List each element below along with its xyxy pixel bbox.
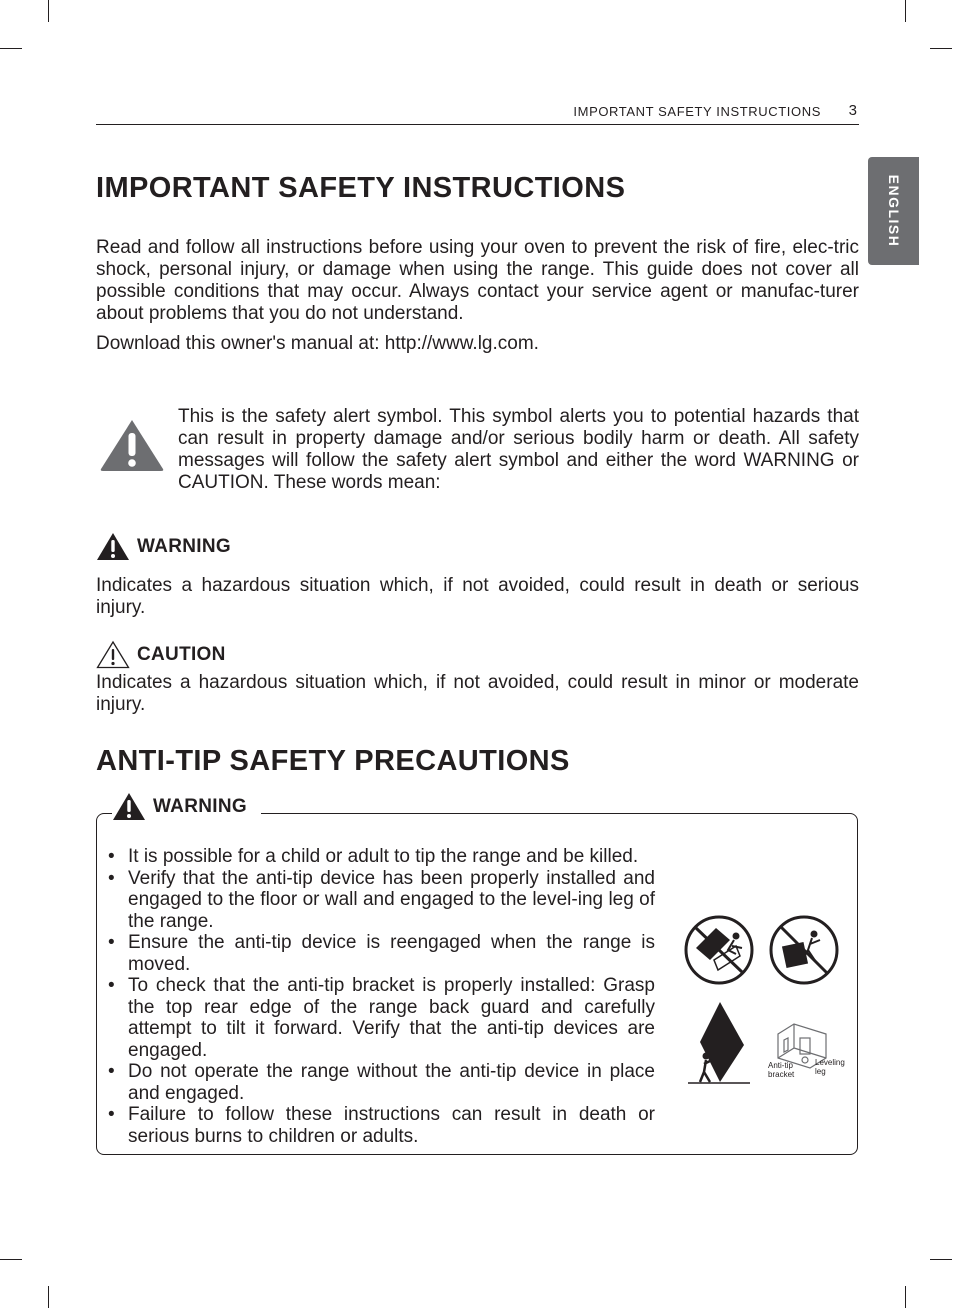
crop-mark (930, 48, 952, 49)
crop-mark (930, 1259, 952, 1260)
warning-description: Indicates a hazardous situation which, if not avoided, could result in death or serious injury. (96, 575, 859, 618)
alert-paragraph: This is the safety alert symbol. This symbol alerts you to potential hazards that can result in property damage and/or serious bodily harm or death. All safety messages will follow the safety alert symbol and either the word WARNING or CAUTION. These words mean: (178, 406, 859, 493)
language-tab (868, 157, 919, 265)
leveling-leg-label-1: Leveling (815, 1058, 845, 1067)
crop-mark (48, 0, 49, 22)
anti-tip-bracket-label-2: bracket (768, 1070, 795, 1079)
caution-signal (96, 640, 226, 669)
warning-label: WARNING (137, 535, 231, 557)
anti-tip-warning-label (112, 792, 261, 821)
download-paragraph: Download this owner's manual at: http://www.lg.com. (96, 333, 539, 354)
page-number: 3 (848, 102, 857, 119)
crop-mark (0, 1259, 22, 1260)
warning-triangle-icon (96, 532, 130, 561)
running-header (96, 104, 859, 125)
leveling-leg-label-2: leg (815, 1067, 826, 1076)
section-title-anti-tip: ANTI-TIP SAFETY PRECAUTIONS (96, 745, 570, 777)
list-item: • Ensure the anti-tip device is reengaged when the range is moved. (104, 932, 655, 975)
language-tab-label: ENGLISH (885, 174, 902, 248)
anti-tip-bracket-label-1: Anti-tip (768, 1061, 793, 1070)
list-item: • To check that the anti-tip bracket is properly installed: Grasp the top rear edge of the range back guard and carefully attempt to tilt it forward. Verify that the anti-tip devices are engaged. (104, 975, 655, 1061)
tipping-range-icon (688, 1002, 750, 1083)
list-item: • It is possible for a child or adult to tip the range and be killed. (104, 846, 655, 868)
no-tipping-range-icon (771, 917, 837, 983)
list-item: • Verify that the anti-tip device has been properly installed and engaged to the floor or wall and engaged to the level-ing leg of the range. (104, 868, 655, 933)
crop-mark (905, 1286, 906, 1308)
box-warning-label: WARNING (153, 795, 247, 817)
list-item: • Do not operate the range without the anti-tip device in place and engaged. (104, 1061, 655, 1104)
crop-mark (0, 48, 22, 49)
safety-alert-icon (99, 418, 165, 472)
anti-tip-bullet-list (104, 846, 655, 1147)
crop-mark (48, 1286, 49, 1308)
running-title: IMPORTANT SAFETY INSTRUCTIONS (573, 104, 821, 119)
anti-tip-illustration (684, 910, 849, 1090)
list-item: • Failure to follow these instructions can result in death or serious burns to children or adults. (104, 1104, 655, 1147)
caution-label: CAUTION (137, 643, 226, 665)
section-title-safety: IMPORTANT SAFETY INSTRUCTIONS (96, 172, 626, 204)
no-climbing-on-door-icon (686, 917, 752, 983)
caution-triangle-icon (96, 640, 130, 669)
warning-triangle-icon (112, 792, 146, 821)
warning-signal (96, 532, 231, 561)
crop-mark (905, 0, 906, 22)
intro-paragraph: Read and follow all instructions before using your oven to prevent the risk of fire, elec-tric shock, personal injury, or damage when using the range. This guide does not cover all possible conditions that may occur. Always contact your service agent or manufac-turer about problems that you do not understand. (96, 237, 859, 324)
caution-description: Indicates a hazardous situation which, if not avoided, could result in minor or moderate injury. (96, 672, 859, 715)
